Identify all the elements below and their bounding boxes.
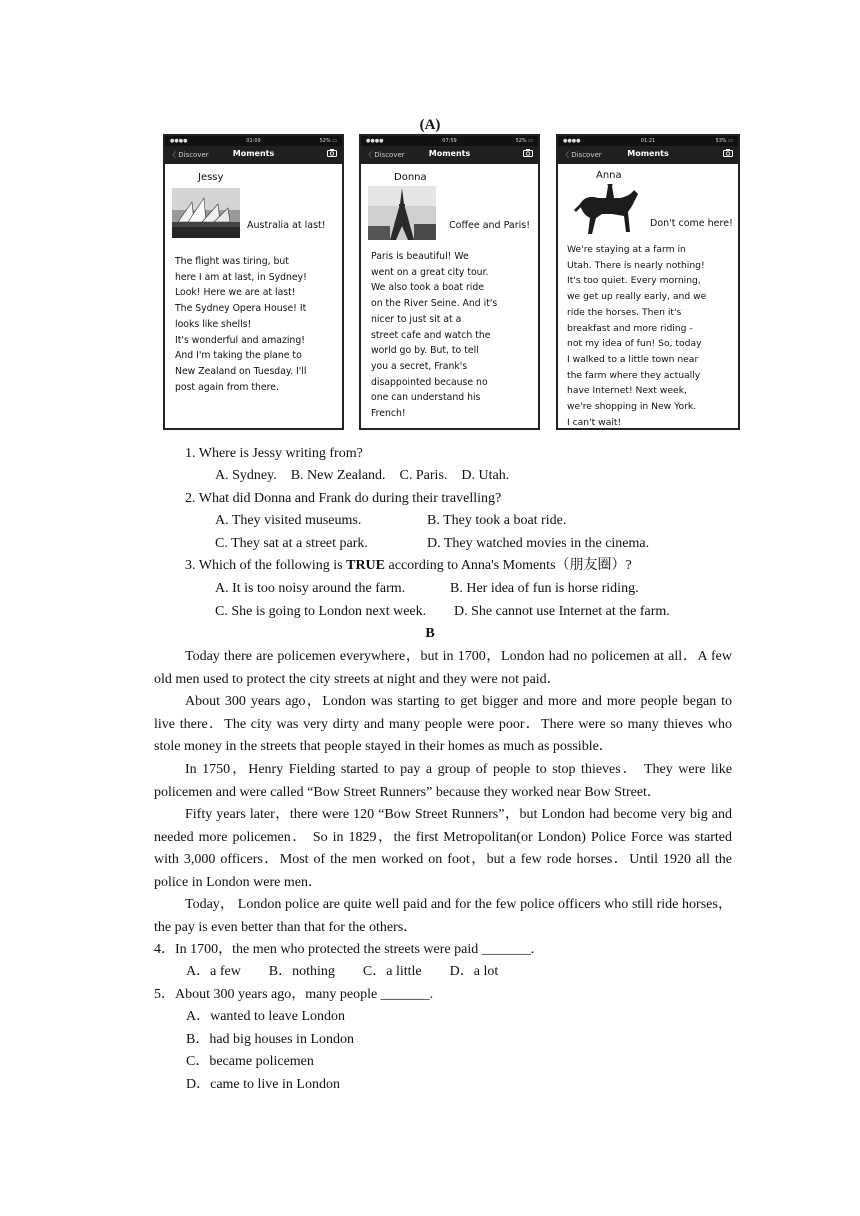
question-1: 1. Where is Jessy writing from? — [185, 446, 363, 461]
back-button[interactable]: 〈 Discover — [365, 151, 405, 159]
status-bar — [558, 136, 738, 146]
camera-icon[interactable] — [523, 149, 533, 157]
section-a-title: (A) — [419, 117, 441, 133]
passage-paragraph: Today there are policemen everywhere，but in 1700，London had no policemen at all．A few old men used to protect the city streets at night and they were not paid． — [154, 649, 732, 687]
question-3-option-c: C. She is going to London next week. — [215, 604, 427, 619]
question-5-option-d: D．came to live in London — [186, 1077, 340, 1092]
question-3: 3. Which of the following is TRUE according to Anna's Moments（朋友圈）? — [185, 558, 632, 573]
nav-bar — [361, 146, 538, 164]
eiffel-tower-photo — [368, 186, 436, 240]
section-b-title: B — [425, 626, 435, 641]
poster-name: Donna — [394, 172, 427, 183]
question-2: 2. What did Donna and Frank do during their travelling? — [185, 491, 502, 506]
battery-icon: 53% ▭ — [715, 138, 733, 144]
camera-icon[interactable] — [327, 149, 337, 157]
poster-name: Anna — [596, 170, 622, 181]
post-caption: Australia at last! — [247, 220, 326, 231]
nav-bar — [165, 146, 342, 164]
status-time: 01:09 — [246, 138, 261, 144]
post-text: Paris is beautiful! We went on a great city tour. We also took a boat ride on the River Seine. And it's nicer to just sit at a street cafe and watch the world go by. But, to tell you a secret, Frank's disappointed because no one can understand his French! — [371, 251, 498, 420]
signal-icon: ●●●● — [366, 138, 384, 144]
horse-rider-photo — [572, 184, 642, 240]
nav-title: Moments — [428, 149, 471, 158]
poster-name: Jessy — [198, 172, 224, 183]
question-3-option-b: B. Her idea of fun is horse riding. — [450, 581, 639, 596]
question-4: 4．In 1700，the men who protected the streets were paid _______. — [154, 942, 535, 957]
signal-icon: ●●●● — [170, 138, 188, 144]
question-2-option-b: B. They took a boat ride. — [427, 513, 567, 528]
question-3-option-a: A. It is too noisy around the farm. — [215, 581, 406, 596]
question-1-options: A. Sydney. B. New Zealand. C. Paris. D. Utah. — [215, 468, 510, 483]
moments-post-donna — [359, 134, 540, 430]
question-4-options: A．a few B．nothing C．a little D．a lot — [186, 964, 499, 979]
opera-house-photo — [172, 188, 240, 238]
battery-icon: 52% ▭ — [515, 138, 533, 144]
battery-icon: 52% ▭ — [319, 138, 337, 144]
nav-title: Moments — [627, 149, 669, 158]
back-button[interactable]: 〈 Discover — [169, 151, 209, 159]
moments-post-jessy — [163, 134, 344, 430]
post-text: The flight was tiring, but here I am at last, in Sydney! Look! Here we are at last! The Sydney Opera House! It looks like shells! It's wonderful and amazing! And I'm taking the plane to New Zealand on Tuesday. I'll post again from there. — [175, 256, 307, 393]
post-caption: Coffee and Paris! — [449, 220, 531, 231]
nav-title: Moments — [232, 149, 275, 158]
question-2-option-a: A. They visited museums. — [215, 513, 362, 528]
status-time: 07:59 — [442, 138, 457, 144]
question-5-option-a: A．wanted to leave London — [186, 1009, 346, 1024]
passage-paragraph: About 300 years ago，London was starting to get bigger and more and more people began to live there．The city was very dirty and many people were poor．There were so many thieves who stole money in the streets that people stayed in their homes as much as possible． — [154, 694, 732, 754]
status-bar — [361, 136, 538, 146]
post-caption: Don't come here! — [650, 218, 733, 229]
status-time: 01:21 — [640, 138, 656, 144]
nav-bar — [558, 146, 738, 164]
passage-paragraph: Today， London police are quite well paid and for the few police officers who still ride horses，the pay is even better than that for the others． — [154, 897, 732, 935]
question-2-option-d: D. They watched movies in the cinema. — [427, 536, 650, 551]
question-5-option-c: C．became policemen — [186, 1054, 314, 1069]
post-text: We're staying at a farm in Utah. There is nearly nothing! It's too quiet. Every morning, we get up really early, and we ride the horses. Then it's breakfast and more riding - not my idea of fun! So, today I walked to a little town near the farm where they actually have Internet! Next week, we're shopping in New York. I can't wait! — [567, 244, 707, 428]
question-5-option-b: B．had big houses in London — [186, 1032, 354, 1047]
question-3-option-d: D. She cannot use Internet at the farm. — [454, 604, 670, 619]
status-bar — [165, 136, 342, 146]
moments-post-anna — [556, 134, 740, 430]
back-button[interactable]: 〈 Discover — [562, 151, 602, 159]
camera-icon[interactable] — [723, 149, 733, 157]
passage-paragraph: In 1750，Henry Fielding started to pay a group of people to stop thieves． They were like policemen and were called “Bow Street Runners” because they worked near Bow Street． — [154, 762, 732, 800]
question-5: 5．About 300 years ago，many people _______. — [154, 987, 434, 1002]
signal-icon: ●●●● — [563, 138, 581, 144]
passage-paragraph: Fifty years later，there were 120 “Bow Street Runners”，but London had become very big and needed more policemen． So in 1829，the first Metropolitan(or London) Police Force was started with 3,000 officers．Most of the men worked on foot，but a few rode horses．Until 1920 all the police in London were men． — [154, 807, 732, 890]
question-2-option-c: C. They sat at a street park. — [215, 536, 368, 551]
